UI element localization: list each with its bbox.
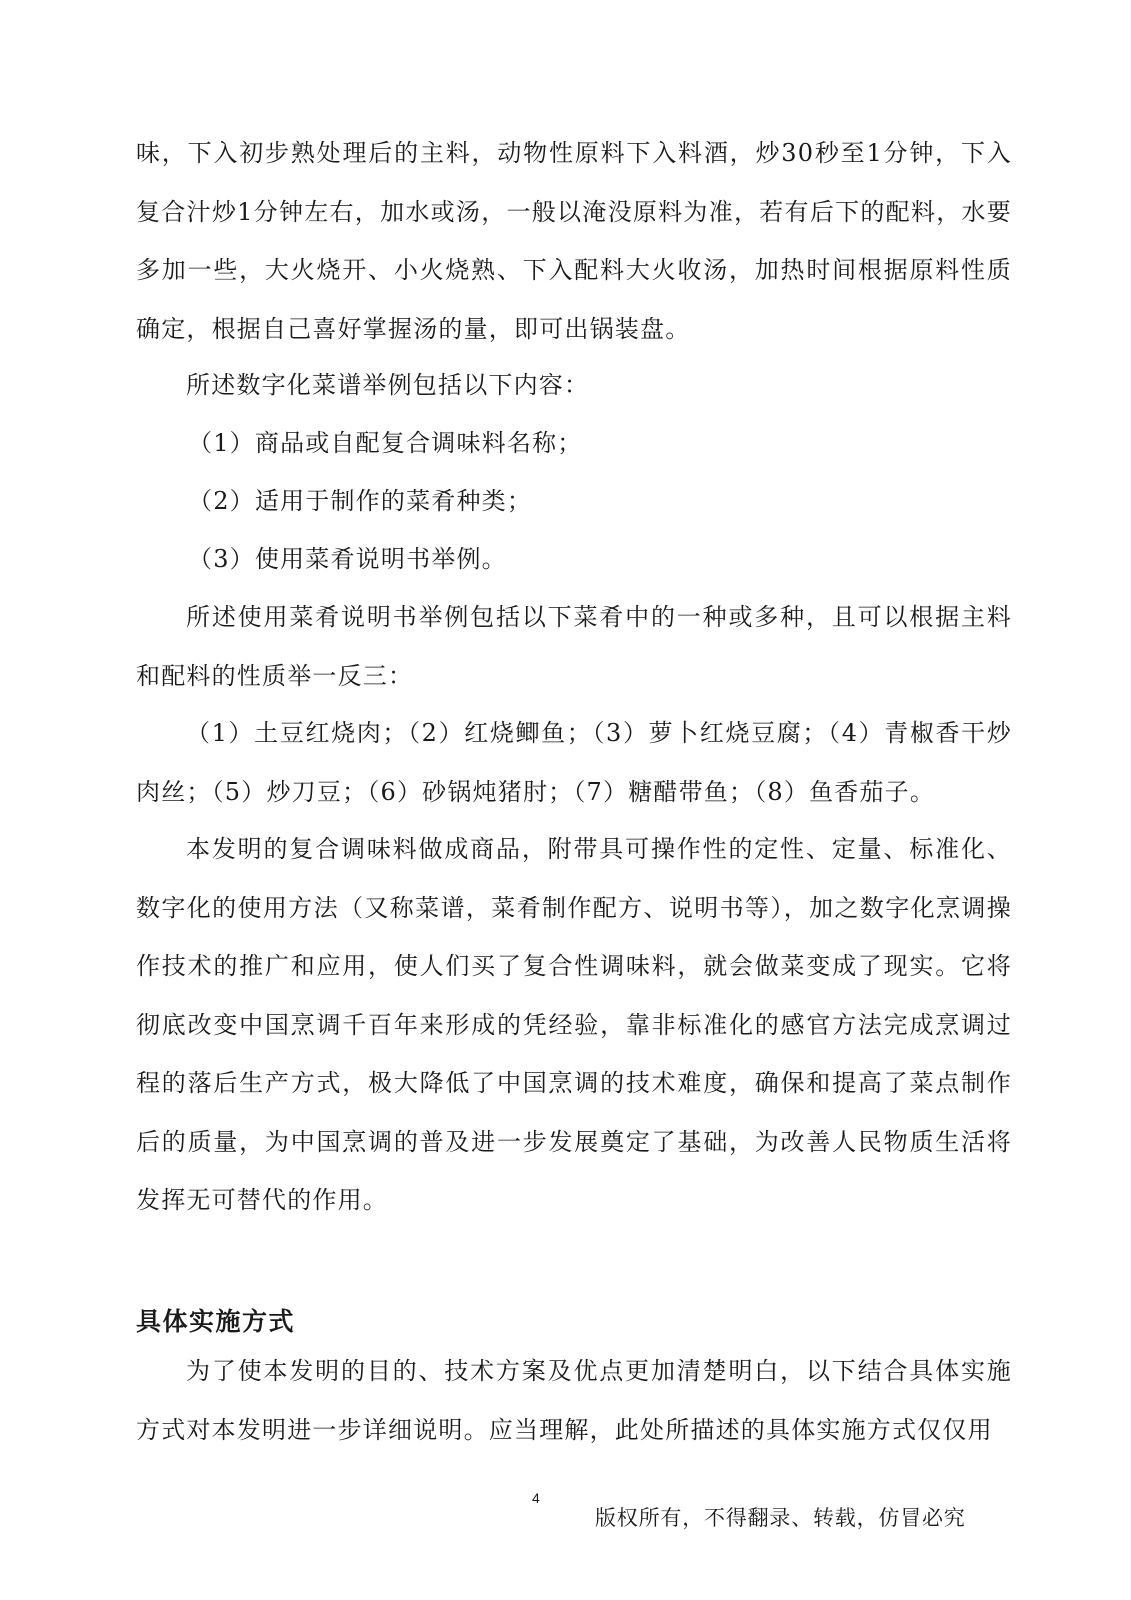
paragraph-dish-list: （1）土豆红烧肉；（2）红烧鲫鱼；（3）萝卜红烧豆腐；（4）青椒香干炒肉丝；（5）炒刀豆；（6）砂锅炖猪肘；（7）糖醋带鱼；（8）鱼香茄子。 <box>136 719 1012 806</box>
paragraph-invention-summary: 本发明的复合调味料做成商品，附带具可操作性的定性、定量、标准化、数字化的使用方法（又称菜谱，菜肴制作配方、说明书等），加之数字化烹调操作技术的推广和应用，使人们买了复合性调味料，就会做菜变成了现实。它将彻底改变中国烹调千百年来形成的凭经验，靠非标准化的感官方法完成烹调过程的落后生产方式，极大降低了中国烹调的技术难度，确保和提高了菜点制作后的质量，为中国烹调的普及进一步发展奠定了基础，为改善人民物质生活将发挥无可替代的作用。 <box>136 835 1012 1214</box>
paragraph-cooking-steps: 味，下入初步熟处理后的主料，动物性原料下入料酒，炒30秒至1分钟，下入复合汁炒1分钟左右，加水或汤，一般以淹没原料为准，若有后下的配料，水要多加一些，大火烧开、小火烧熟、下入配料大火收汤，加热时间根据原料性质确定，根据自己喜好掌握汤的量，即可出锅装盘。 <box>136 139 1012 343</box>
section-heading: 具体实施方式 <box>136 1307 296 1336</box>
page-number: 4 <box>532 1490 540 1506</box>
paragraph-recipe-intro: 所述数字化菜谱举例包括以下内容： <box>186 371 590 399</box>
list-item-seasoning-name: （1）商品或自配复合调味料名称； <box>188 429 583 457</box>
paragraph-implementation-intro: 为了使本发明的目的、技术方案及优点更加清楚明白，以下结合具体实施方式对本发明进一步详细说明。应当理解，此处所描述的具体实施方式仅仅用 <box>136 1357 1012 1444</box>
list-item-dish-types: （2）适用于制作的菜肴种类； <box>188 487 533 515</box>
paragraph-instructions-intro: 所述使用菜肴说明书举例包括以下菜肴中的一种或多种，且可以根据主料和配料的性质举一反三： <box>136 603 1012 690</box>
copyright-notice: 版权所有，不得翻录、转载，仿冒必究 <box>595 1506 966 1530</box>
list-item-instructions-example: （3）使用菜肴说明书举例。 <box>188 545 507 573</box>
